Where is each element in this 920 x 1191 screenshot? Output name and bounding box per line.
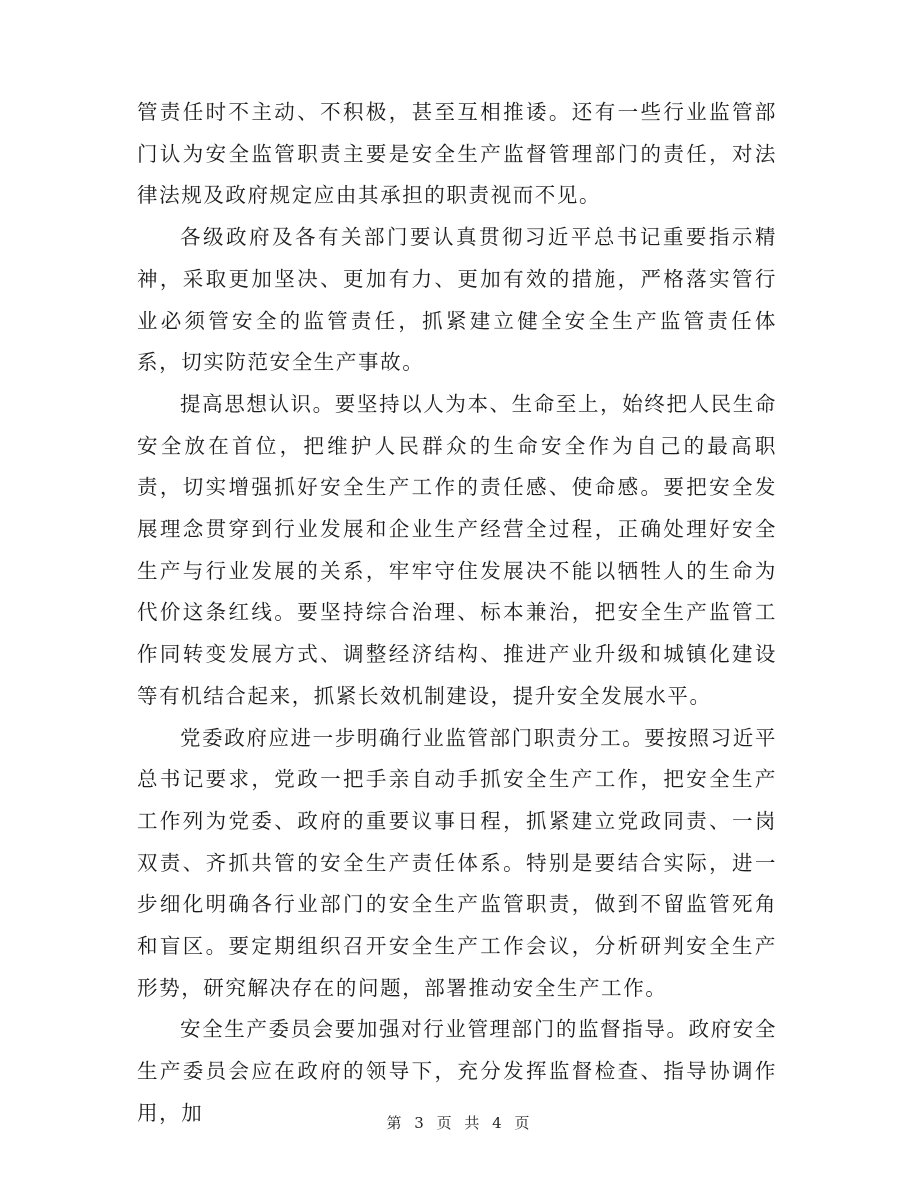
paragraph-continuation: 管责任时不主动、不积极，甚至互相推诿。还有一些行业监管部门认为安全监管职责主要是安全生产监督管理部门的责任，对法律法规及政府规定应由其承担的职责视而不见。 [137,100,777,208]
paragraph-5: 安全生产委员会要加强对行业管理部门的监督指导。政府安全生产委员会应在政府的领导下，充分发挥监督检查、指导协调作用，加 [137,1017,777,1125]
paragraph-2: 各级政府及各有关部门要认真贯彻习近平总书记重要指示精神，采取更加坚决、更加有力、更加有效的措施，严格落实管行业必须管安全的监管责任，抓紧建立健全安全生产监管责任体系，切实防范安全生产事故。 [137,225,777,375]
paragraph-4: 党委政府应进一步明确行业监管部门职责分工。要按照习近平总书记要求，党政一把手亲自动手抓安全生产工作，把安全生产工作列为党委、政府的重要议事日程，抓紧建立党政同责、一岗双责、齐抓共管的安全生产责任体系。特别是要结合实际，进一步细化明确各行业部门的安全生产监管职责，做到不留监管死角和盲区。要定期组织召开安全生产工作会议，分析研判安全生产形势，研究解决存在的问题，部署推动安全生产工作。 [137,725,777,1000]
page-footer: 第 3 页 共 4 页 [386,1114,534,1132]
paragraph-3: 提高思想认识。要坚持以人为本、生命至上，始终把人民生命安全放在首位，把维护人民群众的生命安全作为自己的最高职责，切实增强抓好安全生产工作的责任感、使命感。要把安全发展理念贯穿到行业发展和企业生产经营全过程，正确处理好安全生产与行业发展的关系，牢牢守住发展决不能以牺牲人的生命为代价这条红线。要坚持综合治理、标本兼治，把安全生产监管工作同转变发展方式、调整经济结构、推进产业升级和城镇化建设等有机结合起来，抓紧长效机制建设，提升安全发展水平。 [137,391,777,708]
document-body [137,92,777,1135]
